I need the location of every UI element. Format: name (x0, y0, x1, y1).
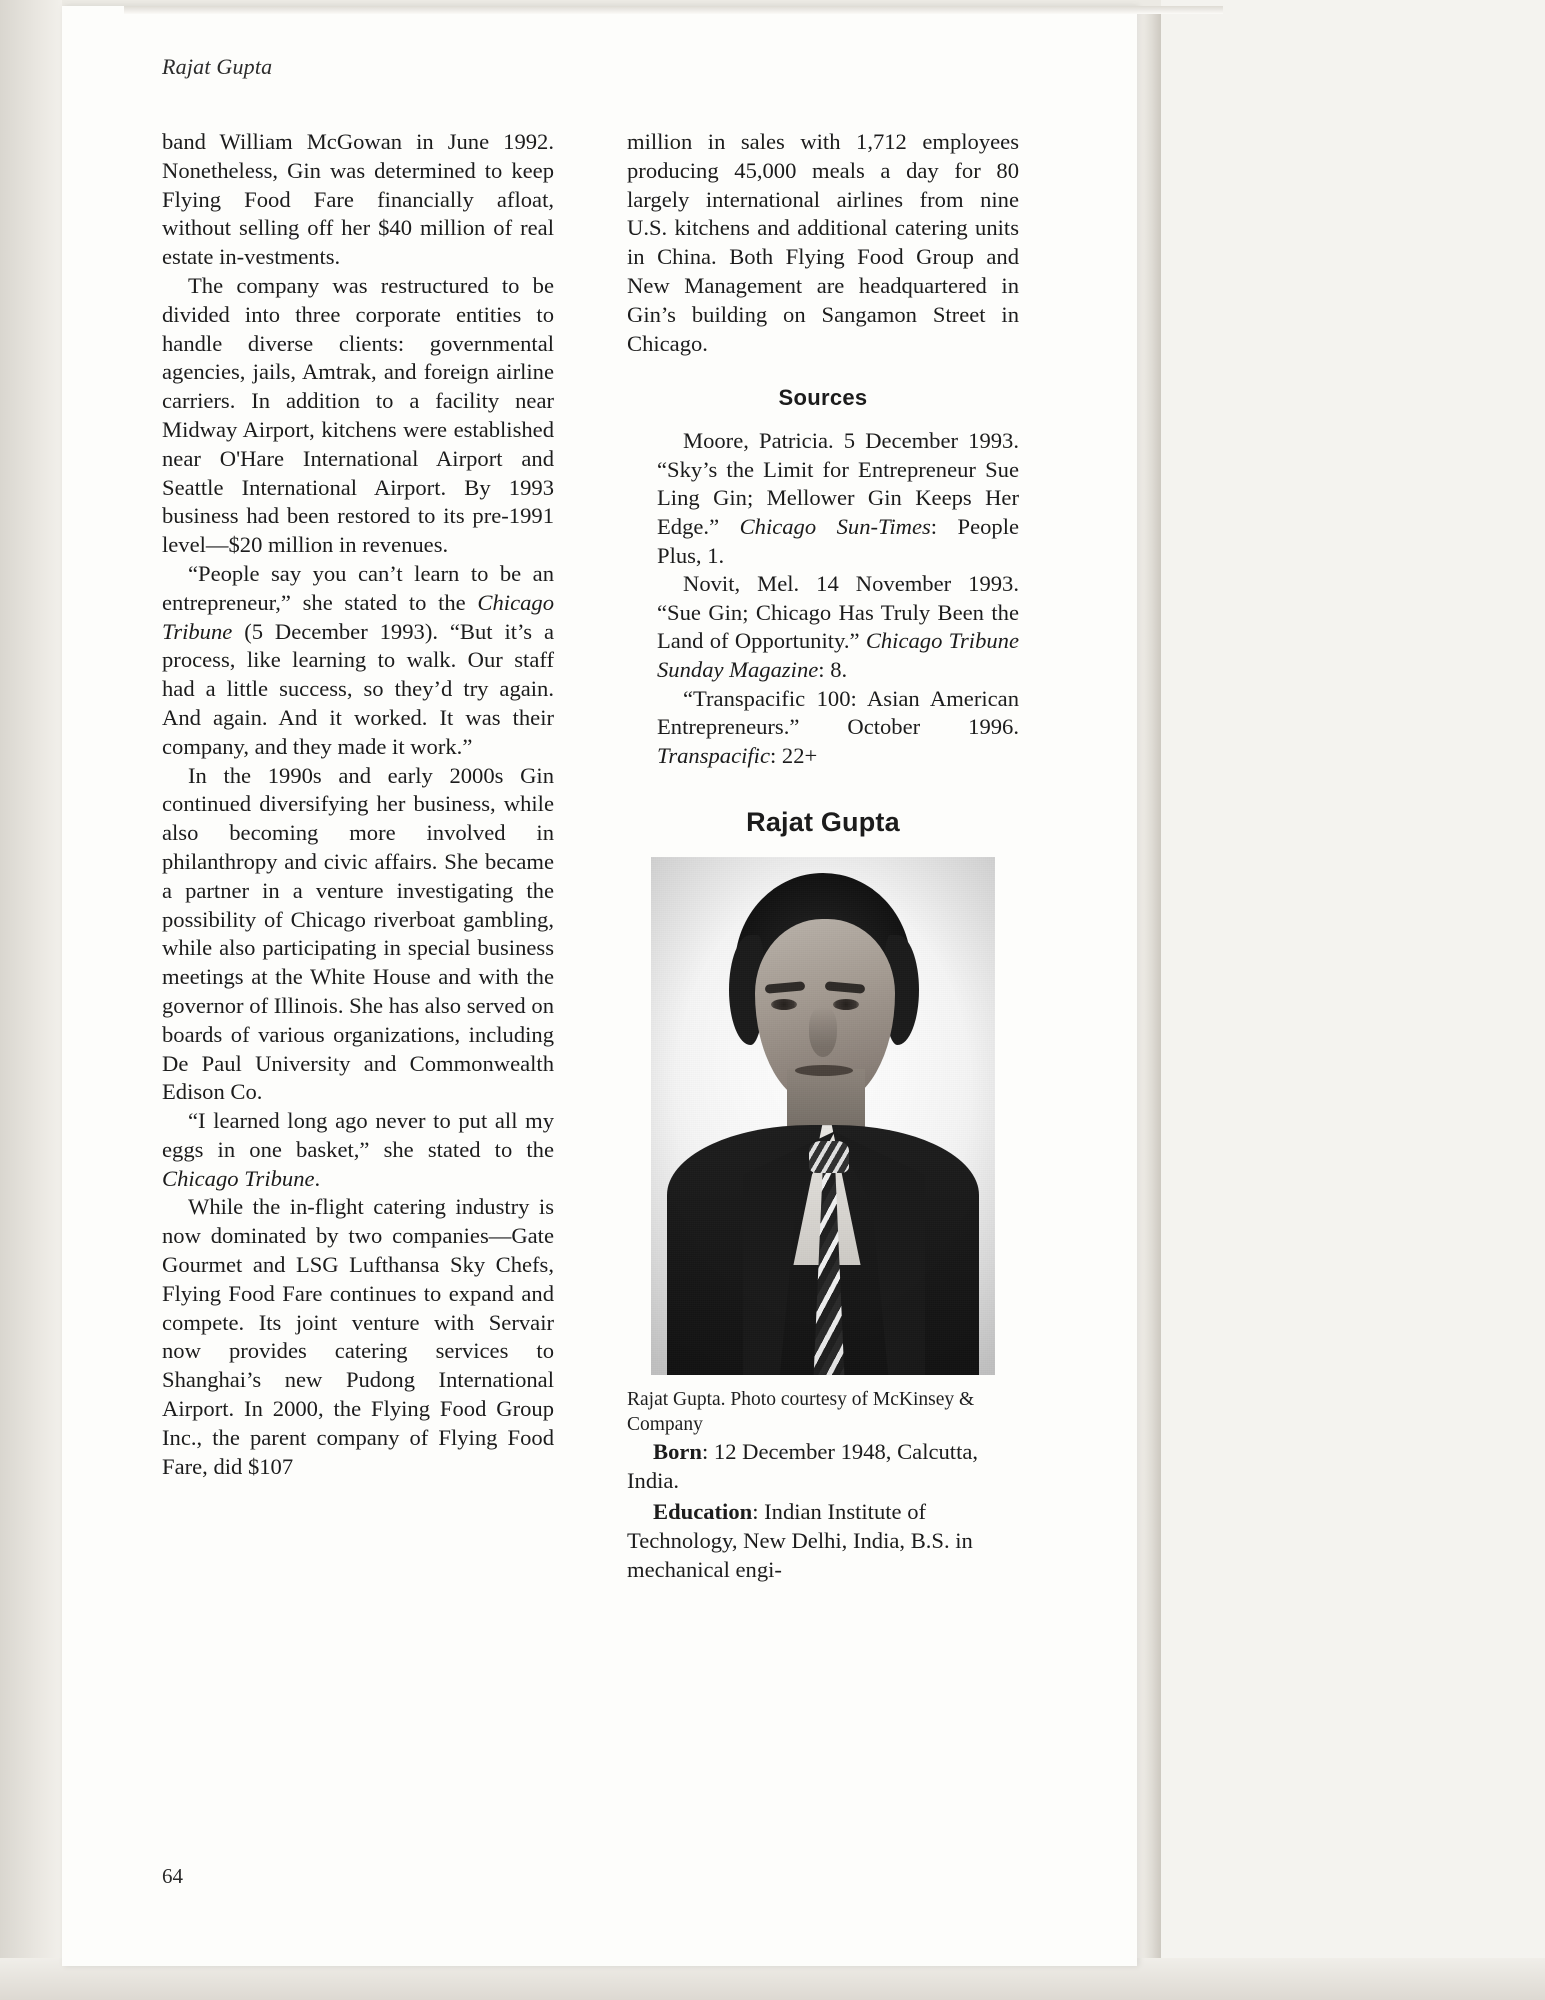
portrait-figure (627, 857, 1019, 1375)
scan-gutter-left (0, 0, 62, 2000)
page-edge-curl (1137, 6, 1161, 1966)
biographical-facts (627, 1437, 1019, 1584)
photo-caption: Rajat Gupta. Photo courtesy of McKinsey & Company (627, 1389, 975, 1436)
fact-label: Born (653, 1439, 702, 1465)
body-paragraph (627, 128, 1019, 358)
bibliography-list (627, 427, 1019, 770)
body-paragraph (162, 128, 554, 272)
italic-title: Chicago Sun-Times (739, 513, 931, 539)
text-run: “Transpacific 100: Asian American Entrepreneurs.” October 1996. (657, 685, 1019, 740)
running-head: Rajat Gupta (162, 54, 273, 79)
bibliography-entry (627, 570, 1019, 684)
italic-title: Chicago Tribune (162, 589, 554, 644)
entry-title: Rajat Gupta (746, 807, 900, 838)
page-top-edge (124, 6, 1223, 14)
body-column-left (162, 128, 554, 1479)
text-run: Moore, Patricia. 5 December 1993. “Sky’s the Limit for Entrepreneur Sue Ling Gin; Mellower Gin Keeps Her Edge.” (657, 428, 1019, 539)
fact-line (627, 1437, 1019, 1495)
body-column-right (627, 128, 1019, 1584)
italic-title: Transpacific (657, 742, 770, 768)
italic-title: Chicago Tribune (162, 1165, 315, 1191)
text-run: million in sales with 1,712 employees producing 45,000 meals a day for 80 largely international airlines from nine U.S. kitchens and additional catering units in China. Both Flying Food Group and New Management are headquartered in Gin’s building on Sangamon Street in Chicago. (627, 129, 1019, 356)
text-run: Novit, Mel. 14 November 1993. “Sue Gin; Chicago Has Truly Been the Land of Opportunity.” (657, 571, 1019, 654)
bibliography-entry (627, 427, 1019, 570)
fact-line (627, 1497, 1019, 1584)
fact-label: Education (653, 1499, 753, 1525)
sources-heading: Sources (778, 385, 868, 411)
text-run: : 22+ (769, 742, 818, 768)
book-page (62, 6, 1137, 1966)
body-paragraph (162, 560, 554, 762)
text-run: In the 1990s and early 2000s Gin continued diversifying her business, while also becoming more involved in philanthropy and civic affairs. She became a partner in a venture investigating the possibility of Chicago riverboat gambling, while also participating in special business meetings at the White House and with the governor of Illinois. She has also served on boards of various organizations, including De Paul University and Commonwealth Edison Co. (162, 762, 554, 1105)
bibliography-entry (627, 685, 1019, 771)
body-paragraph (162, 1193, 554, 1481)
text-run: . (314, 1165, 321, 1191)
text-run: While the in-flight catering industry is now dominated by two companies—Gate Gourmet and LSG Lufthansa Sky Chefs, Flying Food Fare continues to expand and compete. Its joint venture with Servair now provides catering services to Shanghai’s new Pudong International Airport. In 2000, the Flying Food Group Inc., the parent company of Flying Food Fare, did $107 (162, 1194, 554, 1479)
photo-vignette (651, 857, 995, 1375)
right-column-body-text (627, 128, 1019, 358)
text-run: “I learned long ago never to put all my eggs in one basket,” she stated to the (162, 1108, 554, 1162)
text-run: The company was restructured to be divided into three corporate entities to handle diverse clients: governmental agencies, jails, Amtrak, and foreign airline carriers. In addition to a facility near Midway Airport, kitchens were established near O'Hare International Airport and Seattle International Airport. By 1993 business had been restored to its pre-1991 level—$20 million in revenues. (162, 272, 554, 558)
italic-title: Chicago Tribune Sunday Magazine (657, 628, 1019, 682)
fact-value: : Indian Institute of Technology, New Delhi, India, B.S. in mechanical engi- (627, 1499, 973, 1583)
text-run: (5 December 1993). “But it’s a process, like learning to walk. Our staff had a little success, so they’d try again. And again. And it worked. It was their company, and they made it work.” (162, 618, 554, 759)
body-paragraph (162, 1107, 554, 1193)
text-run: : 8. (818, 656, 848, 682)
text-run: band William McGowan in June 1992. Nonetheless, Gin was determined to keep Flying Food Fare financially afloat, without selling off her $40 million of real estate in-vestments. (162, 129, 554, 270)
text-run: “People say you can’t learn to be an entrepreneur,” she stated to the (162, 560, 554, 615)
text-run: : People Plus, 1. (657, 513, 1020, 568)
fact-value: : 12 December 1948, Calcutta, India. (627, 1439, 979, 1494)
body-paragraph (162, 762, 554, 1108)
page-number: 64 (162, 1864, 183, 1888)
portrait-photo (651, 857, 995, 1375)
scan-background-right (1161, 0, 1545, 2000)
body-paragraph (162, 272, 554, 560)
